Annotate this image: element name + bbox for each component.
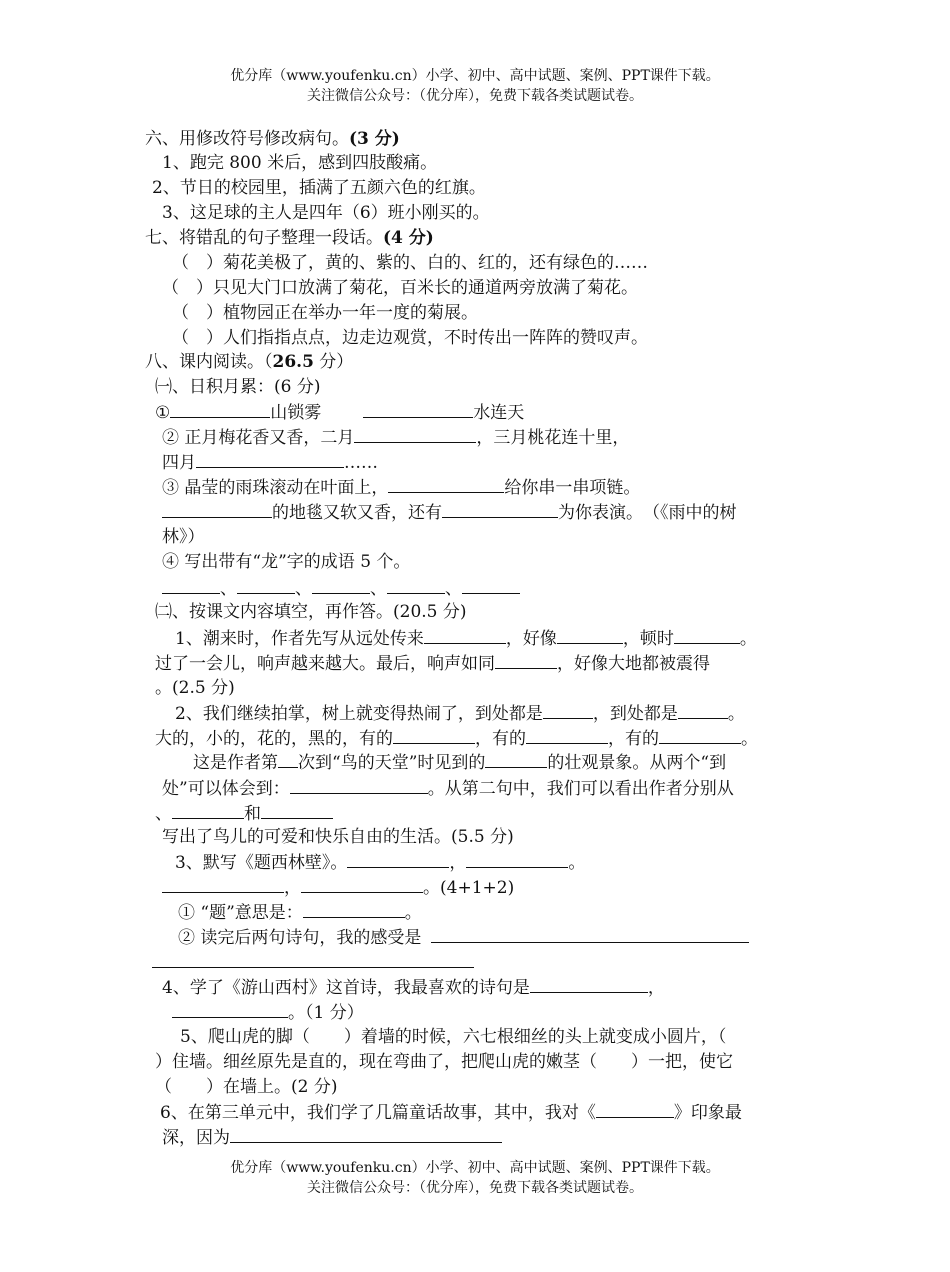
blank[interactable] [162,500,272,518]
blank[interactable] [526,726,608,744]
p2-q3: 3、默写《题西林壁》。 ， 。 [175,850,585,875]
p1-q1: ① 山锁雾 水连天 [155,400,524,425]
blank[interactable] [678,701,728,719]
blank[interactable] [172,801,244,819]
blank[interactable] [261,801,333,819]
section-8-title: 八、课内阅读。（26.5 分） [145,352,354,372]
blank[interactable] [530,975,648,993]
blank[interactable] [162,576,220,594]
p2-q3-cont: ， 。(4+1+2) [162,875,514,900]
section-7-title: 七、将错乱的句子整理一段话。(4 分) [145,228,434,248]
s7-item-4: （ ）人们指指点点，边走边观赏，不时传出一阵阵的赞叹声。 [172,328,648,348]
p2-q2: 2、我们继续拍掌，树上就变得热闹了，到处都是 ，到处都是 。 [175,701,745,726]
s7-item-3: （ ）植物园正在举办一年一度的菊展。 [172,303,478,323]
s7-item-1: （ ）菊花美极了，黄的、紫的、白的、红的，还有绿色的…… [172,253,648,273]
p2-q2-cont: 大的，小的，花的，黑的，有的 ，有的 ，有的 。 [155,726,758,751]
p1-q3-source: 林》） [162,527,205,547]
blank[interactable] [312,576,370,594]
blank[interactable] [301,875,423,893]
p2-q4: 4、学了《游山西村》这首诗，我最喜欢的诗句是 ， [162,975,665,1000]
blank[interactable] [442,500,558,518]
p2-q3-sub-2: ② 读完后两句诗句，我的感受是 [178,925,749,950]
blank[interactable] [659,726,741,744]
s6-item-3: 3、这足球的主人是四年（6）班小刚买的。 [162,203,490,223]
blank[interactable] [278,750,298,768]
blank[interactable] [237,576,295,594]
p2-q5-cont-2: （ ）在墙上。(2 分) [155,1077,338,1097]
p1-q3: ③ 晶莹的雨珠滚动在叶面上， 给你串一串项链。 [162,475,640,500]
p2-q2-text: 这是作者第 次到“鸟的天堂”时见到的 的壮观景象。从两个“到 [193,750,726,775]
blank[interactable] [431,925,749,943]
header-line-1: 优分库（www.youfenku.cn）小学、初中、高中试题、案例、PPT课件下载。 [230,68,720,84]
p2-q3-sub-1: ① “题”意思是： 。 [178,900,422,925]
s6-item-1: 1、跑完 800 米后，感到四肢酸痛。 [162,153,438,173]
p2-q1: 1、潮来时，作者先写从远处传来 ，好像 ，顿时 。 [175,626,757,651]
blank[interactable] [543,701,593,719]
blank[interactable] [387,576,445,594]
blank[interactable] [485,750,547,768]
p2-q4-cont: 。（1 分） [172,1000,364,1025]
p2-q2-text-4: 写出了鸟儿的可爱和快乐自由的生活。(5.5 分) [162,827,514,847]
blank[interactable] [303,900,405,918]
blank[interactable] [162,875,284,893]
p2-q1-cont: 过了一会儿，响声越来越大。最后，响声如同 ，好像大地都被震得 [155,651,710,676]
part-1-title: ㈠、日积月累：(6 分) [155,377,321,397]
blank[interactable] [230,1125,502,1143]
footer-line-1: 优分库（www.youfenku.cn）小学、初中、高中试题、案例、PPT课件下载。 [230,1160,720,1176]
blank[interactable] [347,850,449,868]
page-header [0,66,950,106]
blank[interactable] [495,651,557,669]
p1-q3-cont: 的地毯又软又香，还有 为你表演。 （《雨中的树 [162,500,737,525]
s6-item-2: 2、节日的校园里，插满了五颜六色的红旗。 [152,178,486,198]
page-footer [0,1158,950,1198]
p2-q2-text-2: 处”可以体会到： 。从第二句中，我们可以看出作者分别从 [162,776,734,801]
p1-q2-cont: 四月 …… [162,450,378,475]
blank[interactable] [466,850,568,868]
header-line-2: 关注微信公众号：（优分库），免费下载各类试题试卷。 [307,88,643,104]
part-2-title: ㈡、按课文内容填空，再作答。(20.5 分) [155,602,467,622]
blank[interactable] [363,400,473,418]
p1-q4: ④ 写出带有“龙”字的成语 5 个。 [162,552,411,572]
blank[interactable] [290,776,428,794]
section-7-score: (4 分) [383,228,434,248]
p2-q1-score: 。(2.5 分) [155,678,235,698]
blank[interactable] [674,626,740,644]
blank[interactable] [393,726,475,744]
p2-q5-cont: ）住墙。细丝原先是直的，现在弯曲了，把爬山虎的嫩茎（ ）一把，使它 [155,1052,733,1072]
p1-q2: ② 正月梅花香又香，二月 ，三月桃花连十里， [162,425,629,450]
blank[interactable] [152,950,474,968]
blank[interactable] [354,425,476,443]
blank[interactable] [462,576,520,594]
blank[interactable] [596,1100,674,1118]
blank[interactable] [424,626,506,644]
blank[interactable] [170,400,270,418]
footer-line-2: 关注微信公众号：（优分库），免费下载各类试题试卷。 [307,1180,643,1196]
p2-q2-text-3: 、 和 [155,801,333,826]
s7-item-2: （ ）只见大门口放满了菊花，百米长的通道两旁放满了菊花。 [162,278,638,298]
p1-q4-blanks: 、 、 、 、 [162,576,520,601]
section-6-title: 六、用修改符号修改病句。(3 分) [145,129,400,149]
blank[interactable] [388,475,504,493]
blank[interactable] [172,1000,288,1018]
blank[interactable] [557,626,623,644]
p2-q6-cont: 深，因为 [162,1125,502,1150]
section-6-score: (3 分) [349,129,400,149]
p2-q5: 5、爬山虎的脚（ ）着墙的时候，六七根细丝的头上就变成小圆片，（ [180,1027,727,1047]
blank[interactable] [196,450,344,468]
p2-q3-sub-2-cont [152,950,474,975]
p2-q6: 6、在第三单元中，我们学了几篇童话故事，其中，我对《 》印象最 [160,1100,742,1125]
